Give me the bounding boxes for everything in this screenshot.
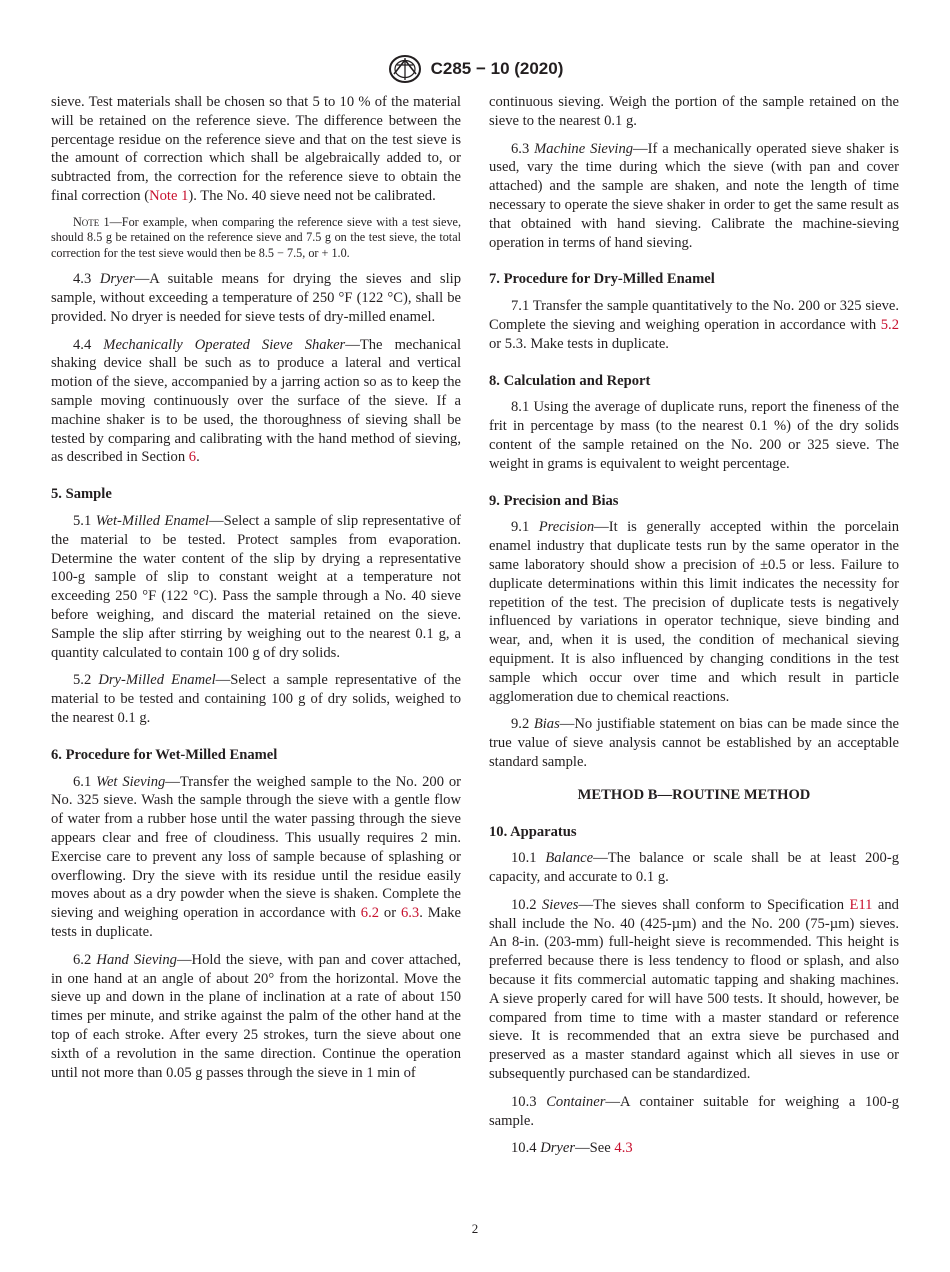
section-5-2-link[interactable]: 5.2 — [880, 316, 899, 333]
note-label: Note 1 — [73, 214, 110, 229]
section-6-heading: 6. Procedure for Wet-Milled Enamel — [51, 746, 278, 763]
note-1: Note 1—For example, when comparing the reference sieve with a test sieve, should 8.5 g be retained on the reference sieve and 7.5 g on the test sieve, the total correction for the test sieve would then be 8.5 − 7.5, or + 1.0. — [51, 214, 461, 260]
astm-logo — [387, 54, 423, 84]
section-6-2-link[interactable]: 6.2 — [360, 905, 380, 922]
term-dryer-b: Dryer — [540, 1140, 576, 1157]
paragraph-10-2: 10.2 Sieves—The sieves shall conform to Specification E11 and shall include the No. 40 (425-µm) and the No. 200 (75-µm) sieves. An 8-in. (203-mm) full-height sieve is recommended. This height is preferred because there is less tendency to flood or splash, and also because it fits commercial automatic tapping and shaking machines. A sieve properly cared for will have 500 tests. It should, however, be compared from time to time with a master standard or reference sieve. It is recommended that an extra sieve be purchased and preserved as a master standard against which all sieves in use or subsequently purchased can be standardized. — [489, 896, 899, 1083]
section-4-3-link[interactable]: 4.3 — [614, 1140, 633, 1157]
page-number: 2 — [471, 1221, 479, 1236]
term-container: Container — [546, 1093, 606, 1110]
paragraph-6-2-continued: continuous sieving. Weigh the portion of the sample retained on the sieve to the nearest 0.1 g. — [489, 94, 899, 129]
method-b-heading: METHOD B—ROUTINE METHOD — [577, 786, 811, 803]
term-dryer: Dryer — [99, 271, 135, 288]
section-8-heading: 8. Calculation and Report — [489, 372, 651, 389]
paragraph-10-3: 10.3 Container—A container suitable for weighing a 100-g sample. — [489, 1093, 899, 1129]
term-balance: Balance — [545, 850, 594, 867]
section-6-link[interactable]: 6 — [188, 449, 197, 466]
right-column — [489, 93, 899, 1167]
paragraph-5-2: 5.2 Dry-Milled Enamel—Select a sample representative of the material to be tested and containing 100 g of dry solids, weighed to the nearest 0.1 g. — [51, 672, 461, 727]
term-sieve-shaker: Mechanically Operated Sieve Shaker — [103, 336, 346, 353]
term-bias: Bias — [533, 716, 560, 733]
section-10-heading: 10. Apparatus — [489, 823, 577, 840]
paragraph-4-4: 4.4 Mechanically Operated Sieve Shaker—The mechanical shaking device shall be such as to produce a lateral and vertical motion of the sieve, accompanied by a jarring action so as to keep the sample moving continuously over the surface of the sieve. If a machine shaker is to be used, the thoroughness of sieving shall be tested by comparing and calibrating with the hand method of sieving, as described in Section 6. — [51, 336, 462, 466]
left-column — [51, 93, 461, 1091]
term-wet-sieving: Wet Sieving — [96, 773, 166, 790]
section-9-heading: 9. Precision and Bias — [489, 492, 619, 509]
paragraph-9-1: 9.1 Precision—It is generally accepted within the porcelain enamel industry that duplicate tests run by the same operator in the same laboratory should show a precision of ±0.5 or less. Failure to duplicate determinations within this limit indicates the necessity for repetition of the test. The precision of duplicate tests is negatively influenced by variations in operator technique, sieve binding and wear, and, when it is used, the condition of mechanical sieving equipment. It is also influenced by changing conditions in the test sample which occur over time and which result in particle agglomeration due to chemical reactions. — [489, 519, 899, 705]
term-sieves: Sieves — [542, 896, 579, 913]
paragraph-10-4: 10.4 Dryer—See 4.3 — [511, 1140, 633, 1157]
paragraph-9-2: 9.2 Bias—No justifiable statement on bias can be made since the true value of sieve analysis cannot be established by an acceptable standard sample. — [489, 716, 899, 770]
section-7-heading: 7. Procedure for Dry-Milled Enamel — [489, 271, 715, 288]
paragraph-4-3: 4.3 Dryer—A suitable means for drying the sieves and slip sample, without exceeding a temperature of 250 °F (122 °C), shall be provided. No dryer is needed for sieve tests of dry-milled enamel. — [51, 271, 461, 325]
section-5-heading: 5. Sample — [51, 486, 112, 503]
paragraph-6-1: 6.1 Wet Sieving—Transfer the weighed sample to the No. 200 or No. 325 sieve. Wash the sample through the sieve with a gentle flow of water from a rubber hose until the water passing through the sieve appears clear and free of cloudiness. This usually requires 2 min. Exercise care to prevent any loss of sample because of splashing or overflowing. Dry the sieve with its residue until the residue easily moves about as a dry powder when the sieve is shaken. Complete the sieving and weighing operation in accordance with 6.2 or 6.3. Make tests in duplicate. — [51, 773, 462, 940]
paragraph-6-2: 6.2 Hand Sieving—Hold the sieve, with pan and cover attached, in one hand at an angle of about 20° from the horizontal. Move the sieve up and down in the plane of inclination at a rate of about 150 times per minute, and strike against the palm of the other hand at the top of each stroke. After every 25 strokes, turn the sieve about one sixth of a revolution in the same direction. Continue the operation until not more than 0.05 g passes through the sieve in 1 min of — [51, 951, 461, 1081]
page-header — [0, 56, 950, 82]
paragraph-4-2-continued: sieve. Test materials shall be chosen so that 5 to 10 % of the material will be retained on the reference sieve. The difference between the percentage residue on the reference sieve and that on the test sieve is the amount of correction which shall be algebraically added to, or subtracted from, the correction for the reference sieve to obtain the final correction (Note 1). The No. 40 sieve need not be calibrated. — [51, 94, 461, 204]
section-6-3-link[interactable]: 6.3 — [400, 905, 420, 922]
term-wet-milled: Wet-Milled Enamel — [95, 513, 210, 530]
document-designation: C285 − 10 (2020) — [430, 59, 564, 78]
paragraph-10-1: 10.1 Balance—The balance or scale shall be at least 200-g capacity, and accurate to 0.1 g. — [489, 850, 899, 886]
paragraph-8-1: 8.1 Using the average of duplicate runs, report the fineness of the frit in percentage by mass (to the nearest 0.1 %) of the dry solids content of the sample retained on the No. 200 or 325 sieve. The weight in grams is equivalent to weight percentage. — [489, 399, 899, 472]
note-1-link[interactable]: Note 1 — [149, 187, 189, 204]
paragraph-6-3: 6.3 Machine Sieving—If a mechanically operated sieve shaker is used, vary the time during which the sieve (with pan and cover attached) and the sample are shaken, and note the length of time necessary to operate the sieve shaker in order to get the same result as that obtained with hand sieving. Calibrate the machine-sieving operation in terms of hand sieving. — [489, 140, 899, 251]
term-hand-sieving: Hand Sieving — [96, 951, 177, 968]
term-precision: Precision — [538, 519, 595, 536]
spec-e11-link[interactable]: E11 — [849, 896, 873, 913]
term-machine-sieving: Machine Sieving — [534, 140, 634, 157]
term-dry-milled: Dry-Milled Enamel — [98, 672, 216, 689]
paragraph-7-1: 7.1 Transfer the sample quantitatively to the No. 200 or 325 sieve. Complete the sieving and weighing operation in accordance with 5.2 or 5.3. Make tests in duplicate. — [489, 298, 899, 352]
paragraph-5-1: 5.1 Wet-Milled Enamel—Select a sample of slip representative of the material to be tested. Protect samples from evaporation. Determine the water content of the slip by drying a representative 100-g sample of slip to constant weight at a temperature not exceeding 250 °F (122 °C). Pass the sample through a No. 40 sieve before weighing, and discard the material retained on the sieve. Sample the slip after stirring by weighing out to the nearest 0.1 g, a quantity calculated to contain 100 g of dry solids. — [51, 513, 461, 661]
